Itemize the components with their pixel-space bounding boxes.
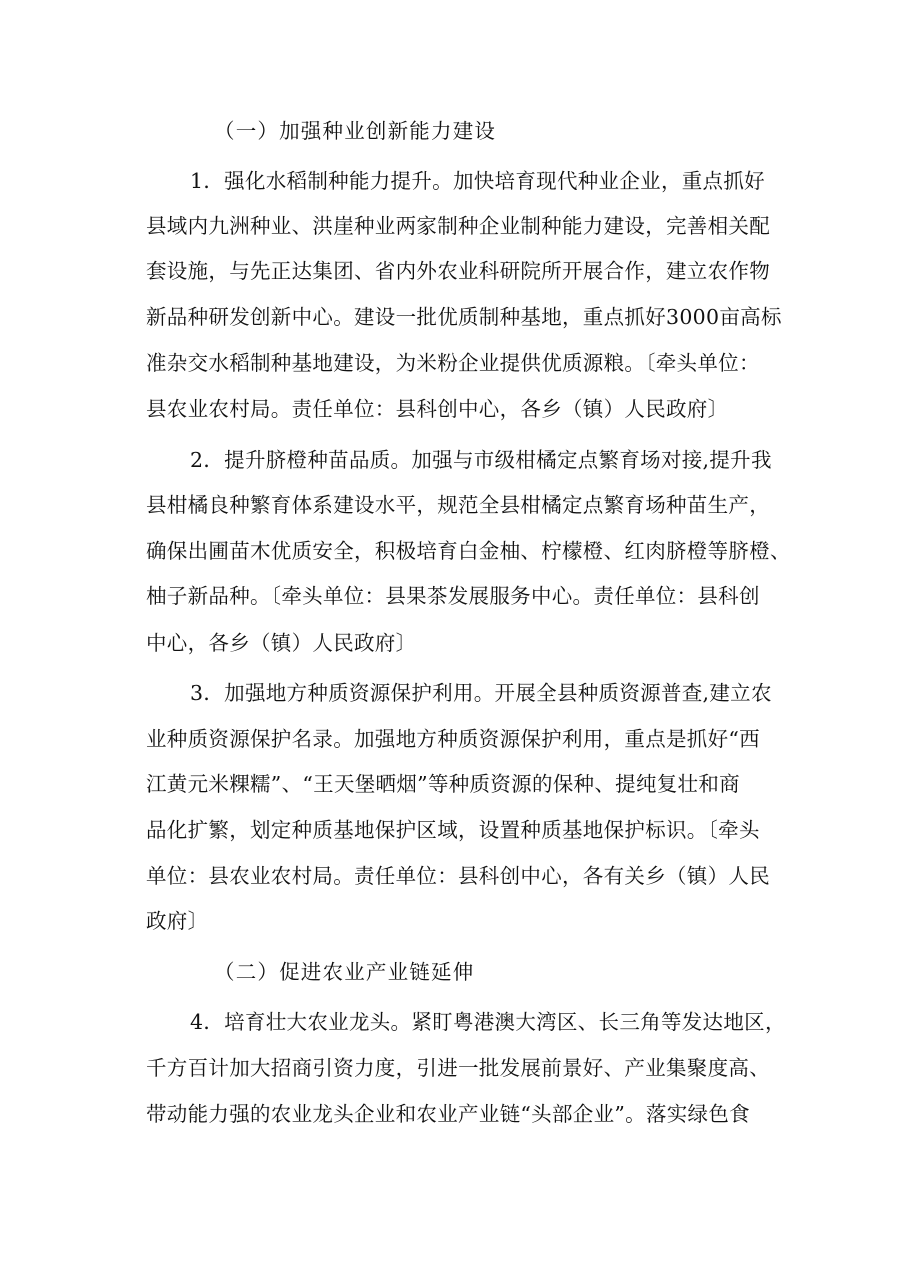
paragraph-1-line-3: 套设施，与先正达集团、省内外农业科研院所开展合作，建立农作物 bbox=[146, 259, 770, 283]
paragraph-1-line-2: 县域内九洲种业、洪崖种业两家制种企业制种能力建设，完善相关配 bbox=[146, 214, 770, 238]
paragraph-2-line-3: 确保出圃苗木优质安全，积极培育白金柚、柠檬橙、红肉脐橙等脐橙、 bbox=[146, 539, 791, 563]
paragraph-2-line-2: 县柑橘良种繁育体系建设水平，规范全县柑橘定点繁育场种苗生产， bbox=[146, 493, 770, 517]
paragraph-1-line-5: 准杂交水稻制种基地建设，为米粉企业提供优质源粮。〔牵头单位： bbox=[146, 351, 760, 375]
paragraph-3-line-1: 3．加强地方种质资源保护利用。开展全县种质资源普查,建立农 bbox=[190, 681, 772, 705]
paragraph-3-line-5: 单位：县农业农村局。责任单位：县科创中心，各有关乡（镇）人民 bbox=[146, 864, 770, 888]
paragraph-3-line-6: 政府〕 bbox=[146, 909, 209, 933]
paragraph-2-line-5: 中心，各乡（镇）人民政府〕 bbox=[146, 631, 417, 655]
section-heading-2: （二）促进农业产业链延伸 bbox=[214, 960, 475, 984]
paragraph-1-line-6: 县农业农村局。责任单位：县科创中心，各乡（镇）人民政府〕 bbox=[146, 397, 729, 421]
paragraph-3-line-4: 品化扩繁，划定种质基地保护区域，设置种质基地保护标识。〔牵头 bbox=[146, 818, 760, 842]
paragraph-1-line-1: 1．强化水稻制种能力提升。加快培育现代种业企业，重点抓好 bbox=[190, 169, 765, 193]
paragraph-2-line-4: 柚子新品种。〔牵头单位：县果茶发展服务中心。责任单位：县科创 bbox=[146, 584, 760, 608]
paragraph-4-line-2: 千方百计加大招商引资力度，引进一批发展前景好、产业集聚度高、 bbox=[146, 1056, 770, 1080]
paragraph-3-line-2: 业种质资源保护名录。加强地方种质资源保护利用，重点是抓好“西 bbox=[146, 727, 760, 751]
paragraph-2-line-1: 2．提升脐橙种苗品质。加强与市级柑橘定点繁育场对接,提升我 bbox=[190, 448, 772, 472]
paragraph-4-line-3: 带动能力强的农业龙头企业和农业产业链“头部企业”。落实绿色食 bbox=[146, 1102, 750, 1126]
section-heading-1: （一）加强种业创新能力建设 bbox=[214, 119, 497, 143]
paragraph-1-line-4: 新品种研发创新中心。建设一批优质制种基地，重点抓好3000亩高标 bbox=[146, 305, 782, 329]
paragraph-4-line-1: 4．培育壮大农业龙头。紧盯粤港澳大湾区、长三角等发达地区， bbox=[190, 1010, 786, 1034]
paragraph-3-line-3: 江黄元米粿糯”、“王天堡晒烟”等种质资源的保种、提纯复壮和商 bbox=[146, 772, 740, 796]
